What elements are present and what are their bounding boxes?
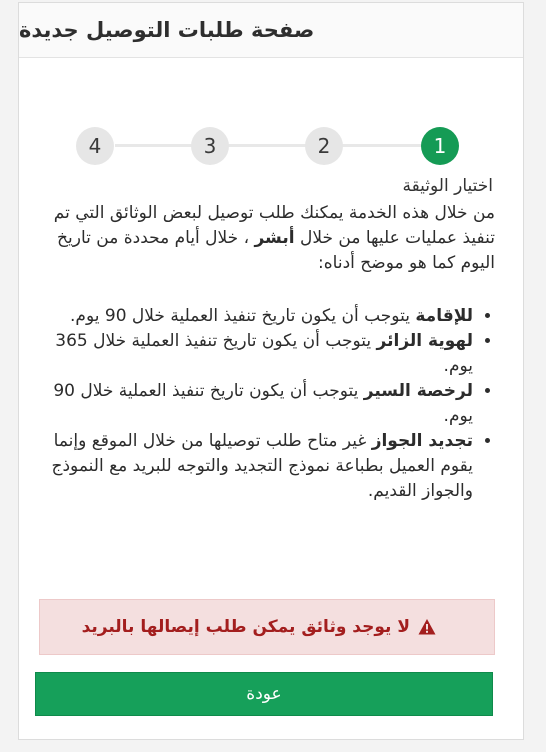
rule-visitor-id	[49, 329, 473, 379]
intro-text	[49, 201, 495, 276]
document-rules-list	[49, 304, 495, 504]
step-1-label: اختيار الوثيقة	[402, 176, 493, 196]
step-4: 4	[76, 127, 114, 165]
rule-title: لرخصة السير	[363, 381, 473, 401]
rule-passport-renewal	[49, 429, 473, 504]
rule-text: يتوجب أن يكون تاريخ تنفيذ العملية خلال 90 يوم.	[70, 306, 416, 326]
service-description	[49, 201, 495, 504]
step-1: 1	[421, 127, 459, 165]
intro-part-1: من خلال هذه الخدمة يمكنك طلب توصيل لبعض الوثائق التي تم تنفيذ عمليات عليها من خلال	[53, 203, 495, 248]
rule-title: تجديد الجواز	[371, 431, 473, 451]
step-3: 3	[191, 127, 229, 165]
card-header	[19, 3, 523, 58]
warning-icon	[418, 618, 436, 636]
intro-part-2: ، خلال أيام محددة من تاريخ اليوم كما هو موضح أدناه:	[57, 228, 495, 273]
rule-title: لهوية الزائر	[376, 331, 473, 351]
rule-title: للإقامة	[415, 306, 473, 326]
rule-text: غير متاح طلب توصيلها من خلال الموقع وإنما يقوم العميل بطباعة نموذج التجديد والتوجه للبريد مع النموذج والجواز القديم.	[51, 431, 473, 501]
stepper-track	[115, 144, 455, 147]
rule-text: يتوجب أن يكون تاريخ تنفيذ العملية خلال 90 يوم.	[53, 381, 473, 426]
alert-message: لا يوجد وثائق يمكن طلب إيصالها بالبريد	[81, 617, 410, 637]
rule-text: يتوجب أن يكون تاريخ تنفيذ العملية خلال 365 يوم.	[55, 331, 473, 376]
page-title: صفحة طلبات التوصيل جديدة	[19, 18, 315, 42]
rule-iqama	[49, 304, 473, 329]
absher-brand: أبشر	[254, 228, 295, 248]
step-2: 2	[305, 127, 343, 165]
stepper	[19, 58, 523, 196]
back-button[interactable]: عودة	[35, 672, 493, 716]
delivery-request-card	[18, 2, 524, 740]
rule-vehicle-license	[49, 379, 473, 429]
no-documents-alert	[39, 599, 495, 655]
